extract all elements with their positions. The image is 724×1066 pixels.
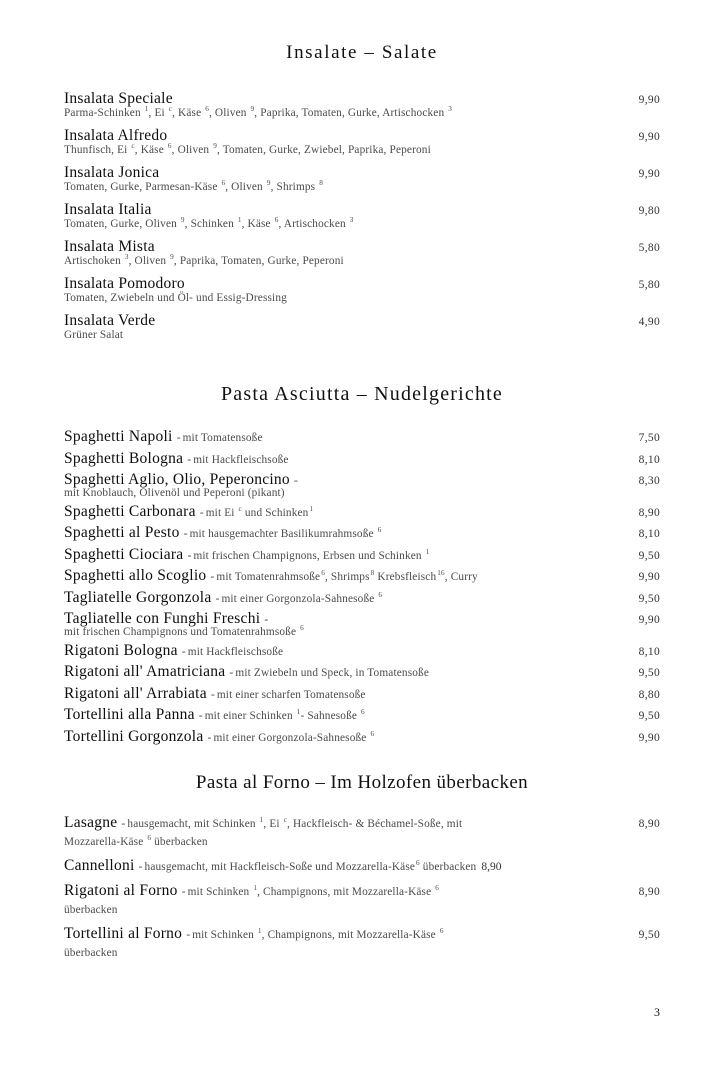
allergen-marker: c (283, 815, 288, 824)
allergen-marker: 6 (377, 526, 382, 535)
dish-description: mit Tomatenrahmsoße$^6$, Shrimps$^8$ Krebsfleisch$^{16}$, Curry (216, 569, 478, 583)
dish-name: Spaghetti Napoli (64, 428, 173, 445)
dish-description: mit einer Gorgonzola-Sahnesoße $^6$ (221, 590, 383, 605)
name-desc-separator: - (210, 569, 215, 583)
dish-description: mit frischen Champignons, Erbsen und Schinken $^1$ (193, 547, 430, 562)
dish-name: Insalata Mista (64, 238, 155, 255)
menu-item-row (64, 238, 660, 273)
menu-item (64, 471, 660, 499)
allergen-marker: 6 (361, 708, 365, 717)
allergen-marker: 8 (319, 179, 323, 188)
dish-description: hausgemacht, mit Hackfleisch-Soße und Mozzarella-Käse$^6$ überbacken (144, 858, 477, 873)
name-desc-separator: - (181, 643, 186, 658)
dish-description: mit hausgemachter Basilikumrahmsoße $^6$ (189, 526, 382, 540)
dish-name: Insalata Alfredo (64, 127, 168, 144)
menu-item (64, 546, 660, 564)
name-desc-separator: - (293, 473, 298, 487)
allergen-marker: 1 (144, 105, 149, 114)
dish-name: Tortellini alla Panna (64, 706, 195, 723)
menu-item-row (64, 546, 660, 564)
menu-item-main (64, 524, 608, 542)
dish-name: Tagliatelle con Funghi Freschi (64, 610, 261, 627)
menu-item-main (64, 90, 608, 125)
allergen-marker: 6 (370, 729, 375, 738)
allergen-marker: 1 (253, 883, 258, 892)
allergen-marker: 1 (425, 547, 430, 556)
dish-name: Spaghetti Aglio, Olio, Peperoncino (64, 471, 290, 488)
menu-item-main (64, 857, 660, 875)
menu-item (64, 567, 660, 585)
dish-name: Spaghetti allo Scoglio (64, 567, 207, 584)
allergen-marker: 1 (259, 815, 264, 824)
menu-item-row (64, 685, 660, 703)
allergen-marker: 1 (257, 926, 262, 935)
menu-item-row (64, 814, 660, 832)
dish-price: 7,50 (638, 432, 660, 444)
menu-item (64, 882, 660, 918)
menu-item (64, 90, 660, 125)
menu-item (64, 201, 660, 236)
dish-description: mit Ei $^c$ und Schinken$^1$ (205, 504, 314, 519)
menu-item (64, 428, 660, 446)
allergen-marker: 1 (296, 708, 301, 717)
allergen-marker: 8 (370, 569, 375, 578)
dish-price: 8,10 (638, 645, 660, 658)
dish-price: 8,10 (638, 528, 660, 540)
name-desc-separator: - (187, 547, 192, 562)
menu-item-row (64, 164, 660, 199)
menu-item-main (64, 450, 608, 468)
menu-item-main (64, 428, 608, 446)
menu-item (64, 127, 660, 162)
dish-description: mit Schinken $^1$, Champignons, mit Mozzarella-Käse $^6$ (192, 926, 444, 941)
section-heading-pasta-asciutta: Pasta Asciutta – Nudelgerichte (220, 383, 504, 405)
allergen-marker: 1 (237, 216, 242, 225)
dish-price: 4,90 (638, 316, 660, 328)
salad-list (64, 90, 660, 347)
dish-name: Rigatoni al Forno (64, 881, 178, 899)
allergen-marker: 6 (321, 569, 325, 578)
menu-page (0, 42, 724, 1066)
menu-item (64, 685, 660, 703)
allergen-marker: 6 (435, 883, 439, 892)
menu-item (64, 524, 660, 542)
allergen-marker: 1 (309, 504, 314, 513)
menu-item-main (64, 503, 608, 521)
allergen-marker: 3 (349, 216, 354, 225)
menu-item (64, 610, 660, 638)
menu-item-row (64, 312, 660, 347)
allergen-marker: 6 (147, 833, 152, 842)
dish-name: Rigatoni Bologna (64, 641, 178, 659)
dish-price: 9,90 (638, 731, 660, 744)
menu-item-row (64, 428, 660, 446)
menu-item-row (64, 90, 660, 125)
pasta-asciutta-list (64, 428, 660, 746)
dish-description: Artischoken $^3$, Oliven $^9$, Paprika, Tomaten, Gurke, Peperoni (64, 253, 344, 267)
dish-name: Insalata Speciale (64, 90, 173, 107)
dish-price: 9,90 (638, 94, 660, 106)
allergen-marker: 3 (124, 253, 129, 262)
menu-item-row (64, 275, 660, 310)
dish-price: 5,80 (638, 279, 660, 291)
name-desc-separator: - (264, 612, 269, 626)
menu-item-row (64, 642, 660, 660)
name-desc-separator: - (121, 815, 126, 830)
dish-description: mit Tomatensoße (182, 432, 263, 444)
menu-item (64, 642, 660, 660)
dish-description-continued: überbacken (64, 946, 118, 959)
menu-item-main (64, 882, 608, 900)
name-desc-separator: - (186, 926, 191, 941)
name-desc-separator: - (187, 451, 192, 466)
menu-item-main (64, 814, 608, 832)
dish-name: Spaghetti Carbonara (64, 502, 196, 520)
dish-price: 8,90 (481, 860, 502, 873)
menu-item-row (64, 728, 660, 746)
dish-name: Insalata Pomodoro (64, 275, 185, 292)
allergen-marker: c (238, 504, 242, 513)
dish-price: 9,90 (638, 131, 660, 143)
section-heading-insalate: Insalate – Salate (286, 42, 438, 63)
name-desc-separator: - (199, 504, 204, 519)
dish-price: 8,30 (638, 475, 660, 487)
menu-item-main (64, 663, 608, 681)
allergen-marker: c (131, 142, 135, 151)
menu-item-main (64, 728, 608, 746)
dish-name: Lasagne (64, 813, 118, 831)
allergen-marker: 6 (378, 590, 383, 599)
allergen-marker: c (168, 105, 173, 114)
menu-item (64, 814, 660, 850)
name-desc-separator: - (215, 590, 220, 605)
menu-item-main (64, 925, 608, 943)
dish-name: Insalata Italia (64, 201, 152, 218)
menu-item-main (64, 275, 608, 310)
allergen-marker: 9 (213, 142, 217, 151)
dish-price: 9,90 (638, 168, 660, 180)
dish-description: Tomaten, Gurke, Parmesan-Käse $^6$, Oliven $^9$, Shrimps $^8$ (64, 179, 323, 193)
menu-item (64, 275, 660, 310)
name-desc-separator: - (183, 526, 188, 540)
dish-description: Grüner Salat (64, 329, 124, 341)
allergen-marker: 9 (180, 216, 185, 225)
allergen-marker: 6 (205, 105, 209, 114)
pasta-al-forno-list (64, 814, 660, 961)
menu-item-main (64, 201, 608, 236)
dish-description: mit einer Gorgonzola-Sahnesoße $^6$ (213, 729, 375, 744)
dish-description: Tomaten, Zwiebeln und Öl- und Essig-Dressing (64, 292, 287, 304)
menu-item (64, 728, 660, 746)
dish-price: 8,10 (638, 453, 660, 466)
page-number: 3 (654, 1005, 660, 1019)
menu-item-row (64, 925, 660, 943)
menu-item-row (64, 201, 660, 236)
dish-price: 5,80 (638, 242, 660, 254)
allergen-marker: 6 (167, 142, 172, 151)
dish-name: Tagliatelle Gorgonzola (64, 588, 212, 606)
menu-item-row (64, 450, 660, 468)
dish-price: 9,50 (638, 592, 660, 605)
allergen-marker: 6 (439, 926, 444, 935)
name-desc-separator: - (138, 858, 143, 873)
dish-price: 9,80 (638, 205, 660, 217)
menu-item-main (64, 546, 608, 564)
dish-price: 9,50 (638, 928, 660, 941)
allergen-marker: 16 (437, 569, 445, 578)
menu-item (64, 450, 660, 468)
dish-price: 8,90 (638, 885, 660, 898)
section-heading-pasta-al-forno: Pasta al Forno – Im Holzofen überbacken (195, 771, 529, 793)
dish-price: 8,90 (638, 506, 660, 519)
menu-item-row (64, 663, 660, 681)
menu-item-row (64, 589, 660, 607)
dish-description: mit Hackfleischsoße (193, 453, 289, 466)
menu-item-main (64, 685, 608, 703)
dish-price: 9,50 (638, 549, 660, 562)
menu-item (64, 925, 660, 961)
menu-item (64, 589, 660, 607)
dish-price: 9,90 (638, 571, 660, 583)
allergen-marker: 9 (266, 179, 271, 188)
dish-description: hausgemacht, mit Schinken $^1$, Ei $^c$, Hackfleisch- & Béchamel-Soße, mit (127, 815, 463, 830)
dish-name: Spaghetti Bologna (64, 449, 184, 467)
dish-name: Spaghetti al Pesto (64, 524, 180, 541)
dish-name: Rigatoni all' Arrabiata (64, 684, 207, 702)
menu-item-main (64, 127, 608, 162)
menu-item-row (64, 524, 660, 542)
dish-description-continued: überbacken (64, 903, 118, 916)
allergen-marker: 6 (300, 624, 304, 633)
dish-description: mit Schinken $^1$, Champignons, mit Mozzarella-Käse $^6$ (187, 883, 439, 898)
menu-item (64, 164, 660, 199)
allergen-marker: 3 (448, 105, 452, 114)
dish-price: 8,80 (638, 688, 660, 701)
dish-name: Insalata Jonica (64, 164, 160, 181)
name-desc-separator: - (176, 430, 181, 444)
menu-item-main (64, 238, 608, 273)
allergen-marker: 9 (250, 105, 255, 114)
dish-description-continued: Mozzarella-Käse $^6$ überbacken (64, 833, 208, 848)
allergen-marker: 6 (221, 179, 226, 188)
menu-item-row (64, 503, 660, 521)
menu-item-row (64, 706, 660, 724)
menu-item-row (64, 882, 660, 900)
dish-name: Tortellini al Forno (64, 924, 183, 942)
dish-name: Insalata Verde (64, 312, 156, 329)
menu-item-main (64, 567, 608, 585)
dish-description-continued: mit Knoblauch, Olivenöl und Peperoni (pikant) (64, 487, 285, 499)
name-desc-separator: - (181, 883, 186, 898)
menu-item (64, 857, 660, 875)
dish-name: Rigatoni all' Amatriciana (64, 663, 226, 680)
allergen-marker: 6 (416, 858, 420, 867)
allergen-marker: 6 (274, 216, 279, 225)
name-desc-separator: - (198, 708, 203, 722)
menu-item-main (64, 312, 608, 347)
menu-item-row (64, 567, 660, 585)
dish-price: 9,50 (638, 667, 660, 679)
menu-item-row (64, 857, 660, 875)
dish-description-continued: mit frischen Champignons und Tomatenrahmsoße $^6$ (64, 624, 304, 638)
dish-name: Cannelloni (64, 856, 135, 874)
dish-price: 9,50 (638, 710, 660, 722)
dish-description: mit Zwiebeln und Speck, in Tomatensoße (235, 667, 429, 679)
menu-item-main (64, 642, 608, 660)
dish-price: 9,90 (638, 614, 660, 626)
menu-item-main (64, 589, 608, 607)
dish-description: Thunfisch, Ei $^c$, Käse $^6$, Oliven $^9$, Tomaten, Gurke, Zwiebel, Paprika, Peperoni (64, 142, 431, 156)
dish-name: Tortellini Gorgonzola (64, 727, 204, 745)
name-desc-separator: - (207, 729, 212, 744)
menu-item (64, 663, 660, 681)
menu-item-main (64, 706, 608, 724)
allergen-marker: 9 (170, 253, 174, 262)
menu-item (64, 238, 660, 273)
dish-description: mit Hackfleischsoße (187, 645, 284, 658)
dish-name: Spaghetti Ciociara (64, 545, 184, 563)
menu-item (64, 312, 660, 347)
menu-item (64, 706, 660, 724)
dish-price: 8,90 (638, 817, 660, 830)
menu-item-row (64, 127, 660, 162)
dish-description: mit einer scharfen Tomatensoße (216, 688, 366, 701)
name-desc-separator: - (210, 686, 215, 701)
dish-description: mit einer Schinken $^1$- Sahnesoße $^6$ (204, 708, 365, 722)
name-desc-separator: - (229, 665, 234, 679)
dish-description: Tomaten, Gurke, Oliven $^9$, Schinken $^1$, Käse $^6$, Artischocken $^3$ (64, 216, 354, 230)
dish-description: Parma-Schinken $^1$, Ei $^c$, Käse $^6$, Oliven $^9$, Paprika, Tomaten, Gurke, Artischocken $^3$ (64, 105, 452, 119)
menu-item-main (64, 164, 608, 199)
menu-item (64, 503, 660, 521)
